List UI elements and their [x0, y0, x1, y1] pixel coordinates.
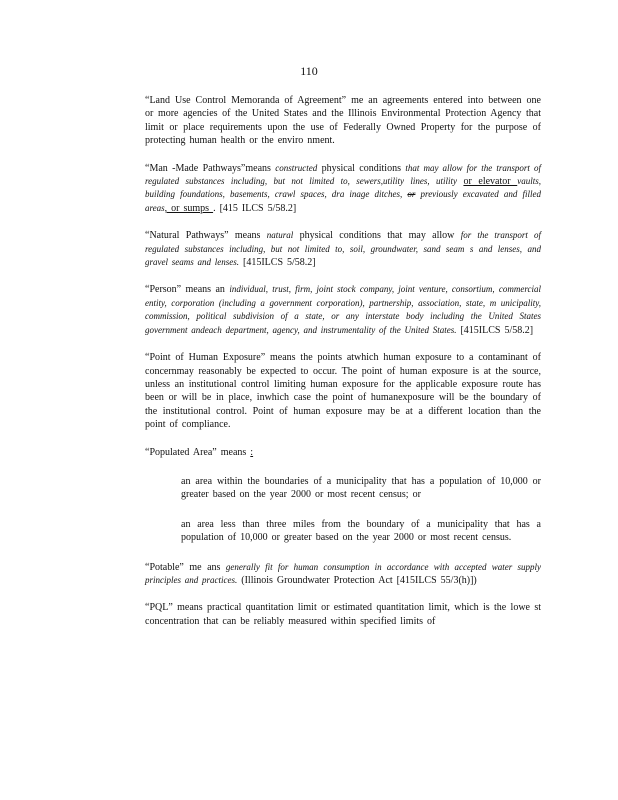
- citation: [415ILCS 5/58.2]: [456, 324, 534, 336]
- definition-verb: me ans: [183, 561, 226, 573]
- citation: (Illinois Groundwater Protection Act [415ILCS 55/3(h)]): [237, 574, 477, 586]
- definition-verb: means: [216, 446, 251, 458]
- term-populated-area: “Populated Area”: [145, 446, 217, 458]
- definition-text-italic: generally fit for human consumption in accordance with accepted water supply principles and practices.: [145, 561, 542, 585]
- definition-land-use-control: [145, 94, 541, 148]
- term-natural-pathways: “Natural Pathways”: [145, 230, 229, 242]
- definition-text: means practical quantitation limit or estimated quantitation limit, which is the lowe st concentration that can be reliably measured within specified limits of: [145, 602, 541, 627]
- citation: [415ILCS 5/58.2]: [239, 257, 316, 269]
- definition-verb: means an: [181, 284, 230, 296]
- definition-verb: means: [245, 162, 276, 174]
- term-person: “Person”: [145, 284, 182, 296]
- definition-natural-pathways: [145, 229, 541, 269]
- definition-text-italic: for the transport of regulated substances including, but not limited to, soil, groundwater, sand seam s and lenses, and gravel seams and lenses.: [145, 230, 542, 268]
- definition-text: means the points atwhich human exposure to a contaminant of concernmay reasonably be expected to occur. The point of human exposure is at the source, unless an institutional control limiting human exposure for the applicable exposure route has been or will be in place, inwhich case the point of humanexposure will be the boundary of the institutional control. Point of human exposure may be at a different location than the point of compliance.: [145, 352, 541, 431]
- term-pql: “PQL”: [145, 602, 173, 614]
- list-item: an area less than three miles from the boundary of a municipality that has a population of 10,000 or greater based on the year 2000 or most recent census.: [181, 518, 541, 544]
- definition-text-italic: that may allow for the transport of regulated substances including, but not limited to, sewers,utility lines, utility: [145, 162, 541, 187]
- definition-text: me an agreements entered into between one or more agencies of the United States and the Illinois Environmental Protection Agency that limit or place requirements upon the use of Federally Owned Property for the purpose of protecting human health or the enviro nment.: [145, 95, 541, 147]
- term-potable: “Potable”: [145, 561, 184, 573]
- definition-text-italic: constructed: [275, 162, 318, 173]
- document-body: [145, 94, 541, 642]
- page-number: 110: [300, 64, 318, 78]
- term-man-made-pathways: “Man -Made Pathways”: [145, 162, 246, 174]
- definition-verb: means: [228, 230, 267, 242]
- inserted-marker: :: [250, 446, 254, 458]
- definition-man-made-pathways: [145, 162, 541, 216]
- definition-person: [145, 283, 541, 337]
- definition-text-italic: individual, trust, firm, joint stock company, joint venture, consortium, commercial entity, corporation (including a government corporation), partnership, association, state, m unicipality, commission, political subdivision of a state, or any interstate body including the United States government andeach department, agency, and instrumentality of the United States.: [145, 284, 541, 335]
- citation: . [415 ILCS 5/58.2]: [213, 202, 297, 214]
- struck-text: or: [407, 189, 416, 200]
- list-item: an area within the boundaries of a municipality that has a population of 10,000 or greater based on the year 2000 or most recent census; or: [181, 475, 541, 501]
- populated-area-list: [181, 475, 541, 545]
- definition-populated-area: [145, 446, 541, 459]
- definition-potable: [145, 561, 541, 588]
- definition-text-italic: vaults, building foundations, basements, crawl spaces, dra inage ditches,: [145, 176, 541, 200]
- term-point-of-human-exposure: “Point of Human Exposure”: [145, 352, 266, 364]
- definition-pql: [145, 601, 541, 628]
- definition-text-italic: natural: [266, 230, 294, 241]
- inserted-text: or elevator: [463, 176, 518, 188]
- term-land-use-control: “Land Use Control Memoranda of Agreement”: [145, 95, 347, 106]
- definition-text-italic: previously excavated and filled areas: [145, 189, 541, 213]
- definition-text: physical conditions: [317, 162, 406, 174]
- inserted-text: , or sumps: [164, 202, 214, 214]
- definition-text: physical conditions that may allow: [293, 230, 461, 242]
- definition-point-of-human-exposure: [145, 351, 541, 431]
